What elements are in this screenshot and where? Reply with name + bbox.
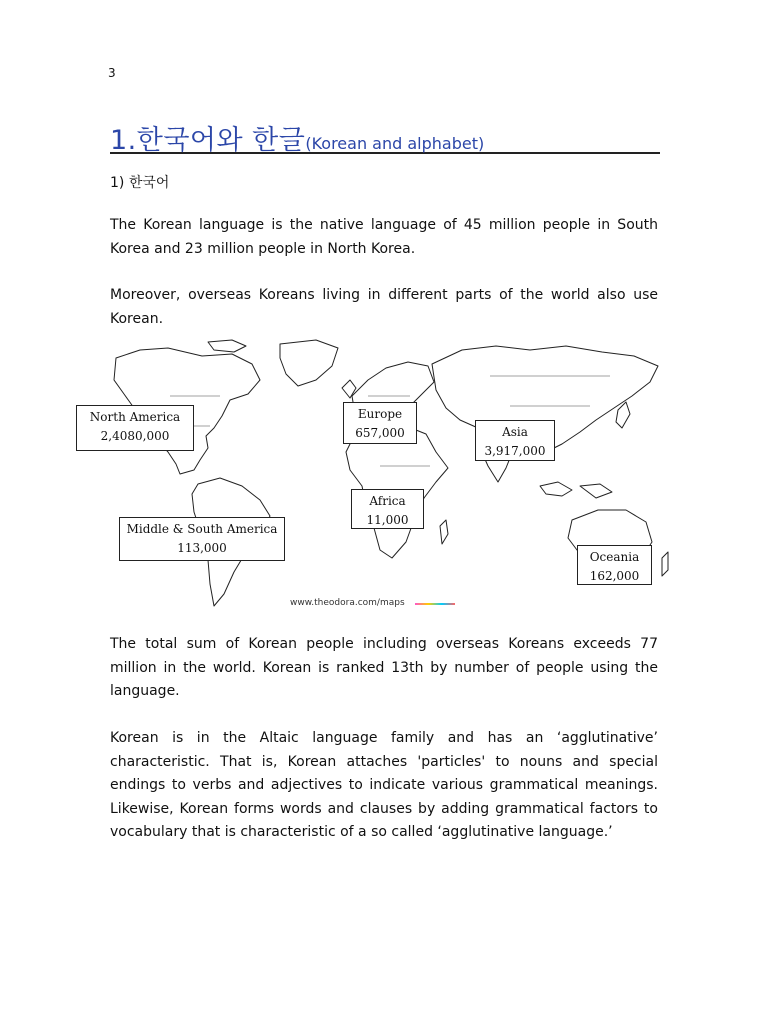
japan-outline [616,402,630,428]
section-heading: 1) 한국어 [110,175,170,191]
region-label-oceania [577,545,652,585]
region-label-asia [475,420,555,461]
madagascar-outline [440,520,448,544]
region-value: 162,000 [589,569,640,583]
greenland-outline [280,340,338,386]
region-value: 657,000 [355,426,405,440]
region-label-middle-south-america [119,517,285,561]
region-value: 3,917,000 [484,444,546,458]
region-value: 11,000 [366,513,409,527]
map-color-strip [415,603,455,605]
new-zealand-outline [662,552,668,576]
paragraph-total-speakers: The total sum of Korean people including overseas Koreans exceeds 77 million in the world. Korean is ranked 13th by number of people using the language. [110,636,658,699]
paragraph-overseas: Moreover, overseas Koreans living in different parts of the world also use Korean. [110,287,658,327]
arctic-islands-outline [208,340,246,352]
region-label-north-america [76,405,194,451]
region-name: Asia [502,425,528,439]
region-name: Africa [369,494,406,508]
region-value: 2,4080,000 [100,429,170,443]
region-label-europe [343,402,417,444]
chapter-title [110,118,660,154]
map-credit: www.theodora.com/maps [290,598,405,608]
paragraph-native-speakers: The Korean language is the native language of 45 million people in South Korea and 23 million people in North Korea. [110,217,658,257]
southeast-asia-islands-outline [540,482,612,498]
page-number: 3 [108,66,116,80]
region-value: 113,000 [177,541,227,555]
paragraph-agglutinative: Korean is in the Altaic language family and has an ‘agglutinative’ characteristic. That is, Korean attaches 'particles' to nouns and special endings to verbs and adjectives to indicate various grammatical meanings. Likewise, Korean forms words and clauses by adding grammatical factors to vocabulary that is characteristic of a so called ‘agglutinative language.’ [110,730,658,840]
chapter-title-sub: (Korean and alphabet) [305,134,485,153]
region-name: North America [89,410,181,424]
chapter-title-main: 1.한국어와 한글 [110,125,306,156]
region-name: Oceania [589,550,640,564]
region-name: Europe [357,407,403,421]
region-label-africa [351,489,424,529]
region-name: Middle & South America [126,522,278,536]
